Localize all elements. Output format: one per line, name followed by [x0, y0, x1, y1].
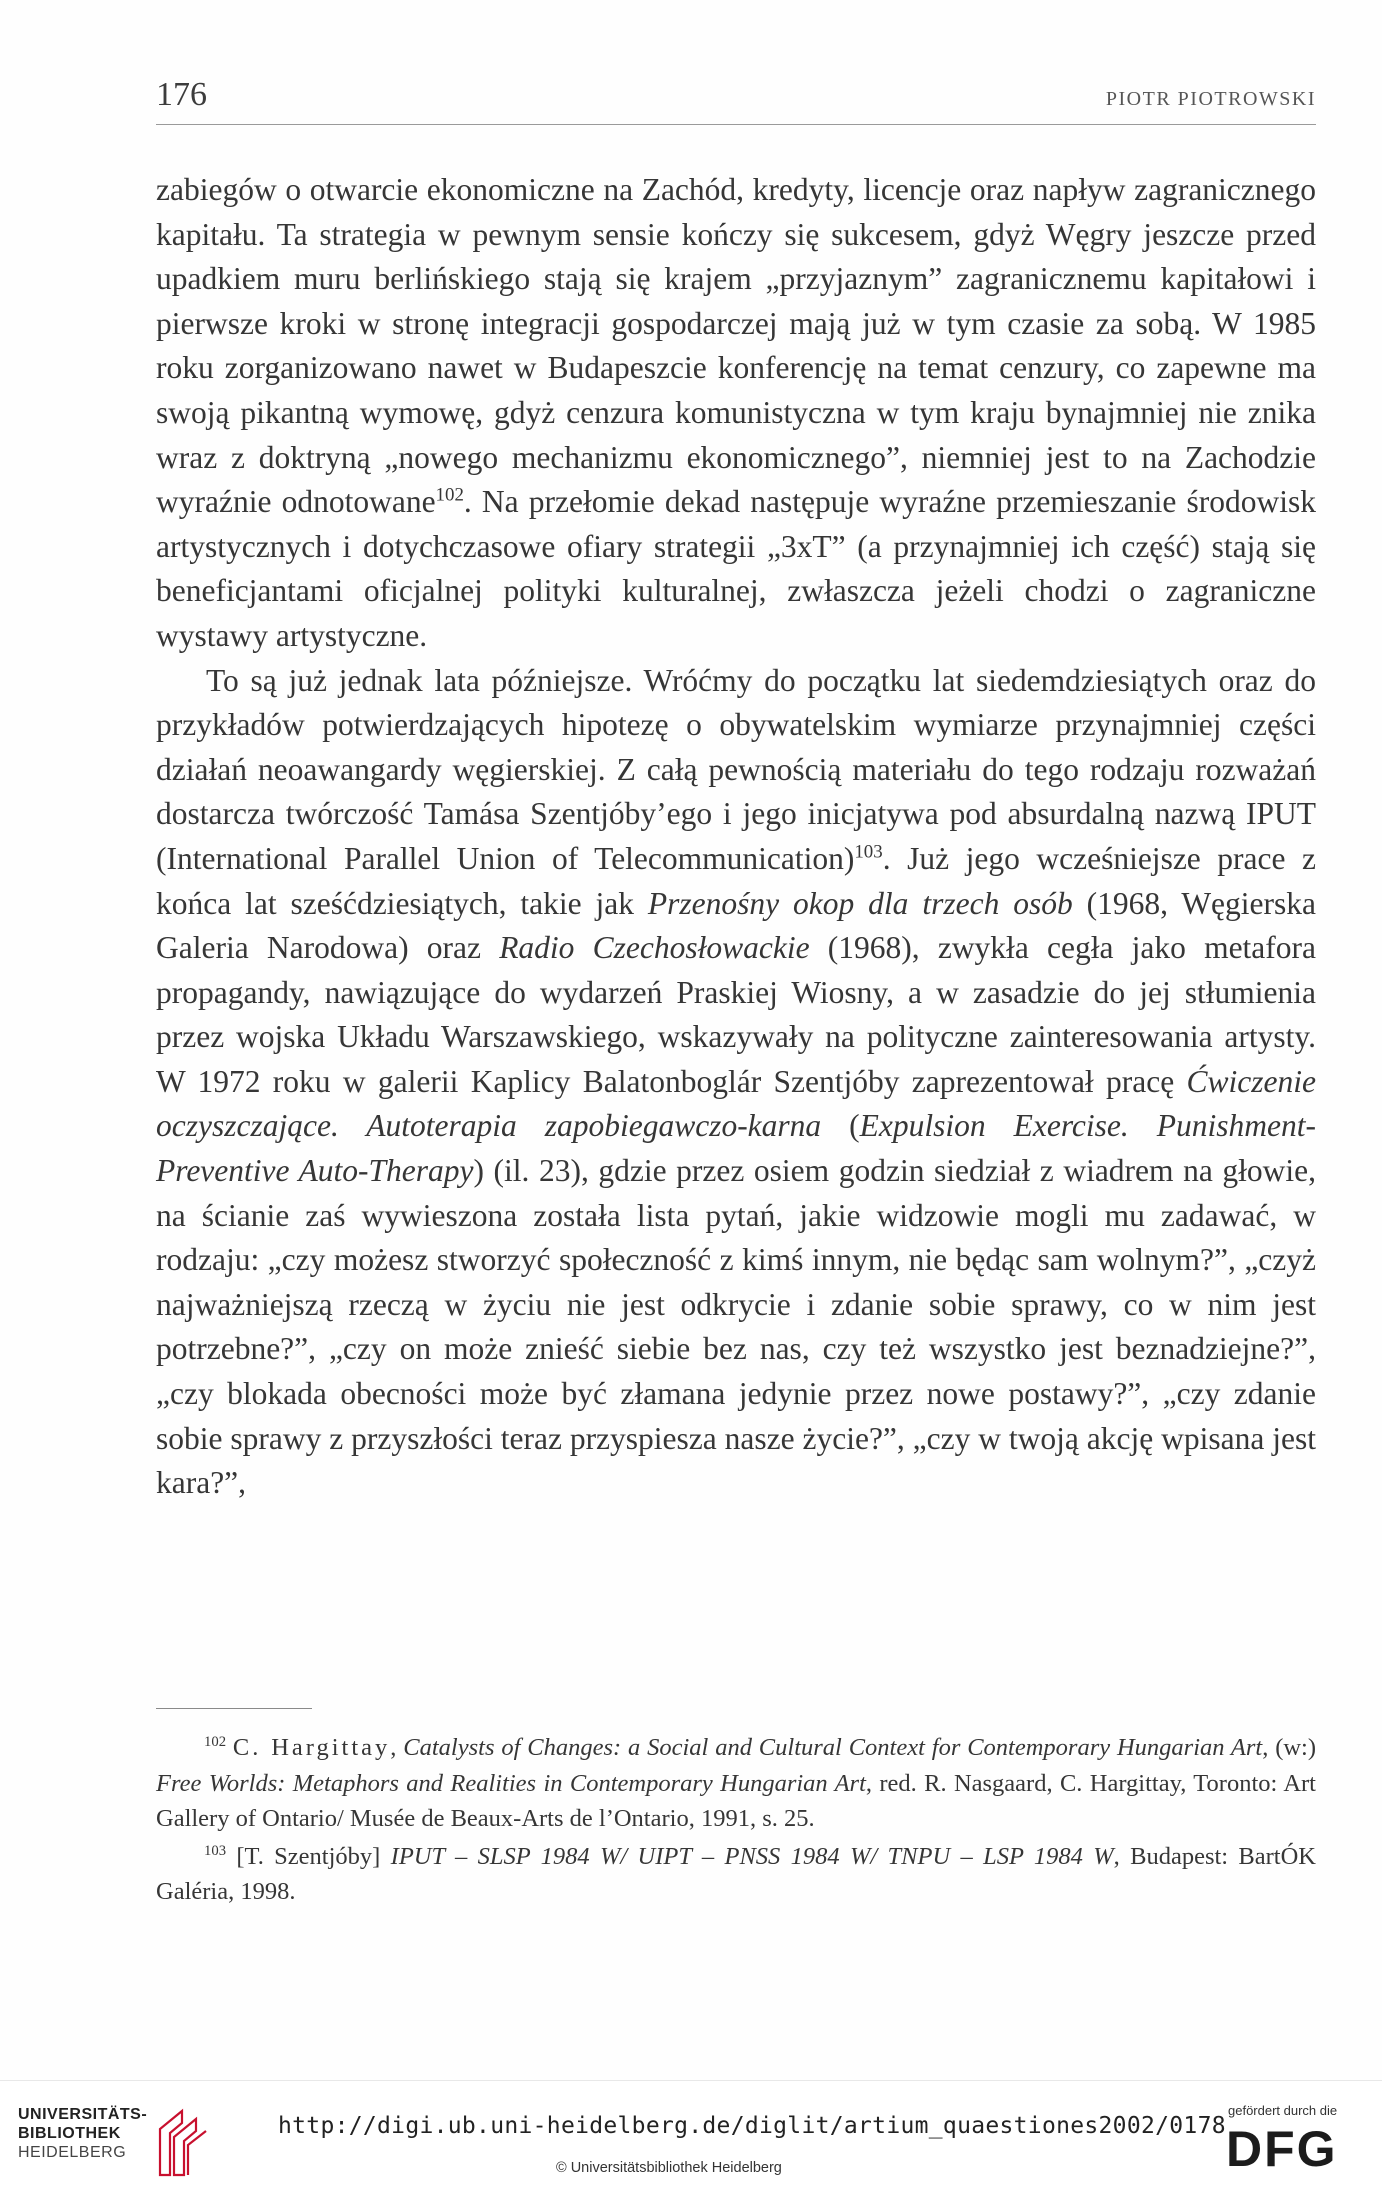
artwork-title: Przenośny okop dla trzech osób [647, 885, 1073, 921]
main-text [156, 168, 1316, 1506]
digitization-footer [0, 2080, 1382, 2198]
page-number: 176 [156, 76, 207, 113]
footnote-103: $^{103}$ [T. Szentjóby] IPUT – SLSP 1984 W/ UIPT – PNSS 1984 W/ TNPU – LSP 1984 W, Budapest: BartÓK Galéria, 1998. [156, 1842, 1317, 1905]
paragraph-2: To są już jednak lata późniejsze. Wróćmy do początku lat siedemdziesiątych oraz do przykładów potwierdzających hipotezę o obywatelskim wymiarze przynajmniej części działań neoawangardy węgierskiej. Z całą pewnością materiału do tego rodzaju rozważań dostarcza twórczość Tamása Szentjóby’ego i jego inicjatywa pod absurdalną nazwą IPUT (International Parallel Union of Telecommunication)$^{103}$. Już jego wcześniejsze prace z końca lat sześćdziesiątych, takie jak Przenośny okop dla trzech osób (1968, Węgierska Galeria Narodowa) oraz Radio Czechosłowackie (1968), zwykła cegła jako metafora propagandy, nawiązujące do wydarzeń Praskiej Wiosny, a w zasadzie do jej stłumienia przez wojska Układu Warszawskiego, wskazywały na polityczne zainteresowania artysty. W 1972 roku w galerii Kaplicy Balatonboglár Szentjóby zaprezentował pracę Ćwiczenie oczyszczające. Autoterapia zapobiegawczo-karna (Expulsion Exercise. Punishment-Preventive Auto-Therapy) (il. 23), gdzie przez osiem godzin siedział z wiadrem na głowie, na ścianie zaś wywieszona została lista pytań, jakie widzowie mogli mu zadawać, w rodzaju: „czy możesz stworzyć społeczność z kimś innym, nie będąc sam wolnym?”, „czyż najważniejszą rzeczą w życiu nie jest odkrycie i zdanie sobie sprawy, co w nim jest potrzebne?”, „czy on może znieść siebie bez nas, czy też wszystko jest beznadziejne?”, „czy blokada obecności może być złamana jedynie przez nowe postawy?”, „czy zdanie sobie sprawy z przyszłości teraz przyspiesza nasze życie?”, „czy w twoją akcję wpisana jest kara?”, [156, 662, 1317, 1501]
copyright-notice: © Universitätsbibliothek Heidelberg [556, 2160, 782, 2176]
artwork-title: Radio Czechosłowackie [499, 930, 810, 966]
library-name: UNIVERSITÄTS- BIBLIOTHEK HEIDELBERG [18, 2106, 148, 2161]
footnote-102: $^{102}$ C. Hargittay, Catalysts of Changes: a Social and Cultural Context for Contemporary Hungarian Art, (w:) Free Worlds: Metaphors and Realities in Contemporary Hungarian Art, red. R. Nasgaard, C. Hargittay, Toronto: Art Gallery of Ontario/ Musée de Beaux-Arts de l’Ontario, 1991, s. 25. [156, 1733, 1317, 1832]
running-header [156, 74, 1316, 125]
running-head-author: PIOTR PIOTROWSKI [1105, 88, 1316, 110]
paragraph-1: zabiegów o otwarcie ekonomiczne na Zachód, kredyty, licencje oraz napływ zagranicznego kapitału. Ta strategia w pewnym sensie kończy się sukcesem, gdyż Węgry jeszcze przed upadkiem muru berlińskiego stają się krajem „przyjaznym” zagranicznemu kapitałowi i pierwsze kroki w stronę integracji gospodarczej mają już w tym czasie za sobą. W 1985 roku zorganizowano nawet w Budapeszcie konferencję na temat cenzury, co zapewne ma swoją pikantną wymowę, gdyż cenzura komunistyczna w tym kraju bynajmniej nie znika wraz z doktryną „nowego mechanizmu ekonomicznego”, niemniej jest to na Zachodzie wyraźnie odnotowane$^{102}$. Na przełomie dekad następuje wyraźne przemieszanie środowisk artystycznych i dotychczasowe ofiary strategii „3xT” (a przynajmniej ich część) stają się beneficjantami oficjalnej polityki kulturalnej, zwłaszcza jeżeli chodzi o zagraniczne wystawy artystyczne. [156, 172, 1316, 653]
footnote-ref-102: 102 [435, 484, 464, 506]
dfg-caption: gefördert durch die [1228, 2103, 1338, 2118]
dfg-logo [1226, 2103, 1366, 2183]
footnotes [156, 1730, 1316, 1912]
library-logo [18, 2105, 228, 2183]
artwork-title-english: Expulsion Exercise. Punishment-Preventive Auto-Therapy [156, 1108, 1316, 1189]
footnote-separator [156, 1708, 312, 1709]
footnote-ref-103: 103 [854, 841, 883, 863]
permalink-url[interactable]: http://digi.ub.uni-heidelberg.de/diglit/artium_quaestiones2002/0178 [278, 2113, 1226, 2139]
dfg-wordmark: DFG [1226, 2121, 1338, 2177]
library-emblem-icon [156, 2107, 208, 2177]
artwork-title: Ćwiczenie oczyszczające. Autoterapia zapobiegawczo-karna [156, 1063, 1316, 1144]
